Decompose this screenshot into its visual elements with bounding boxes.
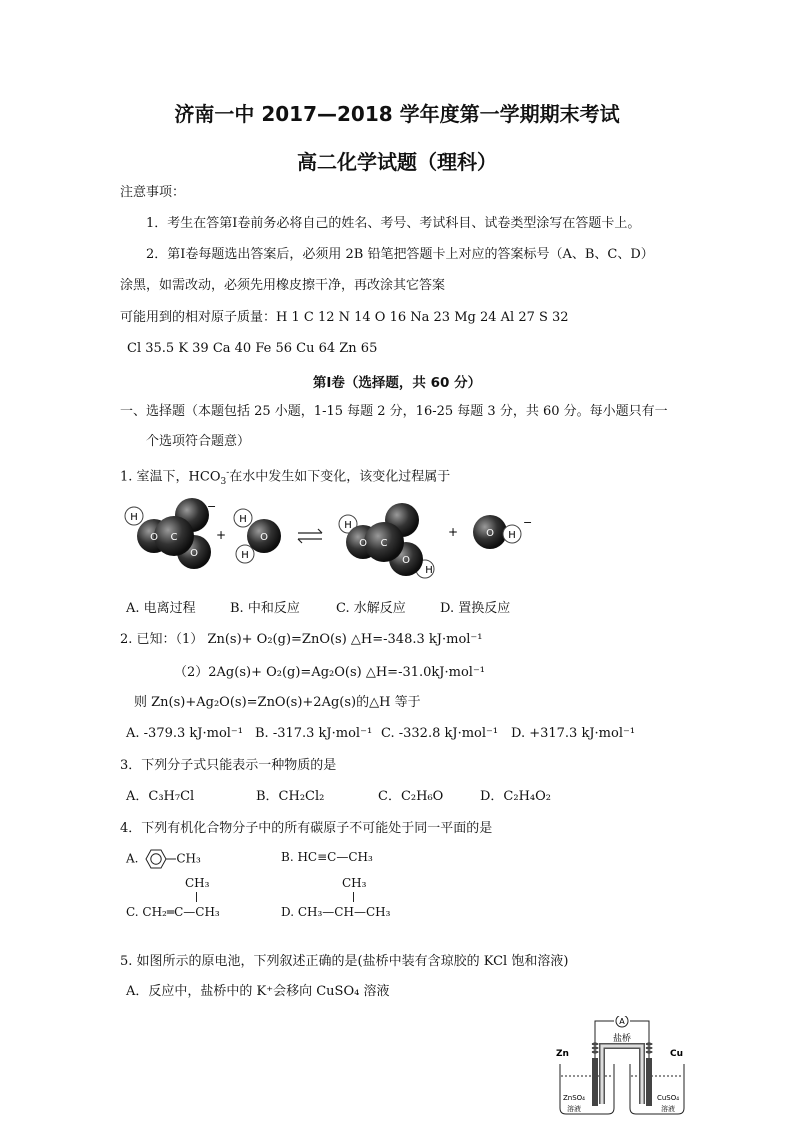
q1-stem: 1. 室温下，$HCO_3^-$在水中发生如下变化，该变化过程属于	[120, 468, 451, 487]
exam-subtitle: 高二化学试题（理科）	[297, 150, 497, 174]
atom-label-H: H	[344, 520, 352, 531]
charge-sign: −	[207, 500, 217, 513]
cu-label: Cu	[670, 1049, 684, 1059]
znso4-label: ZnSO₄	[563, 1094, 585, 1102]
q4-stem: 4．下列有机化合物分子中的所有碳原子不可能处于同一平面的是	[120, 821, 493, 836]
q5-option-a: A．反应中，盐桥中的 K⁺会移向 CuSO₄ 溶液	[126, 984, 390, 999]
atom-label-O: O	[359, 538, 367, 549]
exam-title: 济南一中 2017—2018 学年度第一学期期末考试	[174, 102, 620, 126]
atom-label-H: H	[425, 565, 433, 576]
atom-label-O: O	[486, 528, 494, 539]
note-item-1: 1．考生在答第Ⅰ卷前务必将自己的姓名、考号、考试科目、试卷类型涂写在答题卡上。	[146, 216, 641, 231]
q2-option-b: B. -317.3 kJ·mol⁻¹	[255, 726, 373, 741]
charge-sign: −	[523, 516, 533, 529]
atomic-masses-1: 可能用到的相对原子质量：H 1 C 12 N 14 O 16 Na 23 Mg 24 Al 27 S 32	[120, 310, 569, 325]
q4-option-b: B. HC≡C—CH₃	[281, 850, 373, 864]
zinc-electrode	[592, 1058, 598, 1106]
atom-label-H: H	[130, 512, 138, 523]
q2-stem: 2. 已知：（1） Zn(s)+ O₂(g)=ZnO(s) △H=-348.3 kJ·mol⁻¹	[120, 632, 483, 647]
q3-option-c: C．C₂H₆O	[378, 789, 444, 804]
q4-option-c: C. CH₂═C—CH₃	[126, 905, 220, 919]
q5-stem: 5. 如图所示的原电池，下列叙述正确的是(盐桥中装有含琼胶的 KCl 饱和溶液)	[120, 954, 569, 969]
bond-line	[353, 892, 354, 902]
atom-label-C: C	[170, 532, 178, 543]
atom-label-H: H	[239, 514, 247, 525]
plus-sign: +	[448, 525, 459, 539]
section-intro: 一、选择题（本题包括 25 小题，1-15 每题 2 分，16-25 每题 3 分，共 60 分。每小题只有一	[120, 404, 668, 419]
q2-equation-2: （2）2Ag(s)+ O₂(g)=Ag₂O(s) △H=-31.0kJ·mol⁻¹	[174, 665, 486, 680]
atom-label-H: H	[241, 550, 249, 561]
q1-options	[126, 600, 510, 618]
atom-label-H: H	[508, 530, 516, 541]
section-title: 第Ⅰ卷（选择题，共 60 分）	[312, 375, 482, 391]
q3-option-a: A．C₃H₇Cl	[126, 789, 195, 804]
q1-option-b: B. 中和反应	[230, 601, 300, 616]
bond-line	[196, 892, 197, 902]
benzene-ring-icon	[142, 848, 176, 870]
q3-option-b: B．CH₂Cl₂	[256, 789, 325, 804]
notes-label: 注意事项：	[120, 185, 186, 200]
q4-option-c-ch3: CH₃	[185, 876, 210, 890]
equilibrium-arrow-icon	[298, 529, 322, 543]
q4-option-a: A. CH₃	[126, 848, 201, 870]
q3-options	[126, 788, 551, 806]
q2-option-c: C. -332.8 kJ·mol⁻¹	[381, 726, 499, 741]
note-item-2-cont: 涂黑，如需改动，必须先用橡皮擦干净，再改涂其它答案	[120, 278, 446, 293]
q4-option-d-ch3: CH₃	[342, 876, 367, 890]
atomic-masses-2: Cl 35.5 K 39 Ca 40 Fe 56 Cu 64 Zn 65	[127, 341, 378, 356]
q1-option-d: D. 置换反应	[440, 601, 511, 616]
section-intro-cont: 个选项符合题意）	[146, 434, 251, 449]
q3-option-d: D．C₂H₄O₂	[480, 789, 551, 804]
atom-label-O: O	[190, 548, 198, 559]
q3-stem: 3．下列分子式只能表示一种物质的是	[120, 758, 337, 773]
q4-option-d: D. CH₃—CH—CH₃	[281, 905, 391, 919]
q1-option-a: A. 电离过程	[126, 601, 196, 616]
q2-option-a: A. -379.3 kJ·mol⁻¹	[126, 726, 243, 741]
znso4-solution-label: 溶液	[567, 1105, 581, 1113]
q2-options	[126, 725, 635, 743]
copper-electrode	[646, 1058, 652, 1106]
q2-question: 则 Zn(s)+Ag₂O(s)=ZnO(s)+2Ag(s)的△H 等于	[134, 695, 421, 710]
cuso4-solution-label: 溶液	[661, 1105, 675, 1113]
q1-molecule-diagram	[118, 496, 538, 588]
q2-option-d: D. +317.3 kJ·mol⁻¹	[511, 726, 636, 741]
zn-label: Zn	[556, 1049, 569, 1059]
salt-bridge-label: 盐桥	[612, 1034, 632, 1044]
atom-label-O: O	[150, 532, 158, 543]
atom-label-O: O	[260, 532, 268, 543]
plus-sign: +	[216, 528, 227, 542]
atom-label-O: O	[402, 555, 410, 566]
q1-option-c: C. 水解反应	[336, 601, 406, 616]
atom-label-C: C	[380, 538, 388, 549]
ammeter-label: A	[619, 1017, 625, 1026]
note-item-2: 2．第Ⅰ卷每题选出答案后，必须用 2B 铅笔把答题卡上对应的答案标号（A、B、C、D）	[146, 247, 654, 262]
cuso4-label: CuSO₄	[656, 1094, 680, 1102]
galvanic-cell-diagram	[552, 1016, 692, 1120]
